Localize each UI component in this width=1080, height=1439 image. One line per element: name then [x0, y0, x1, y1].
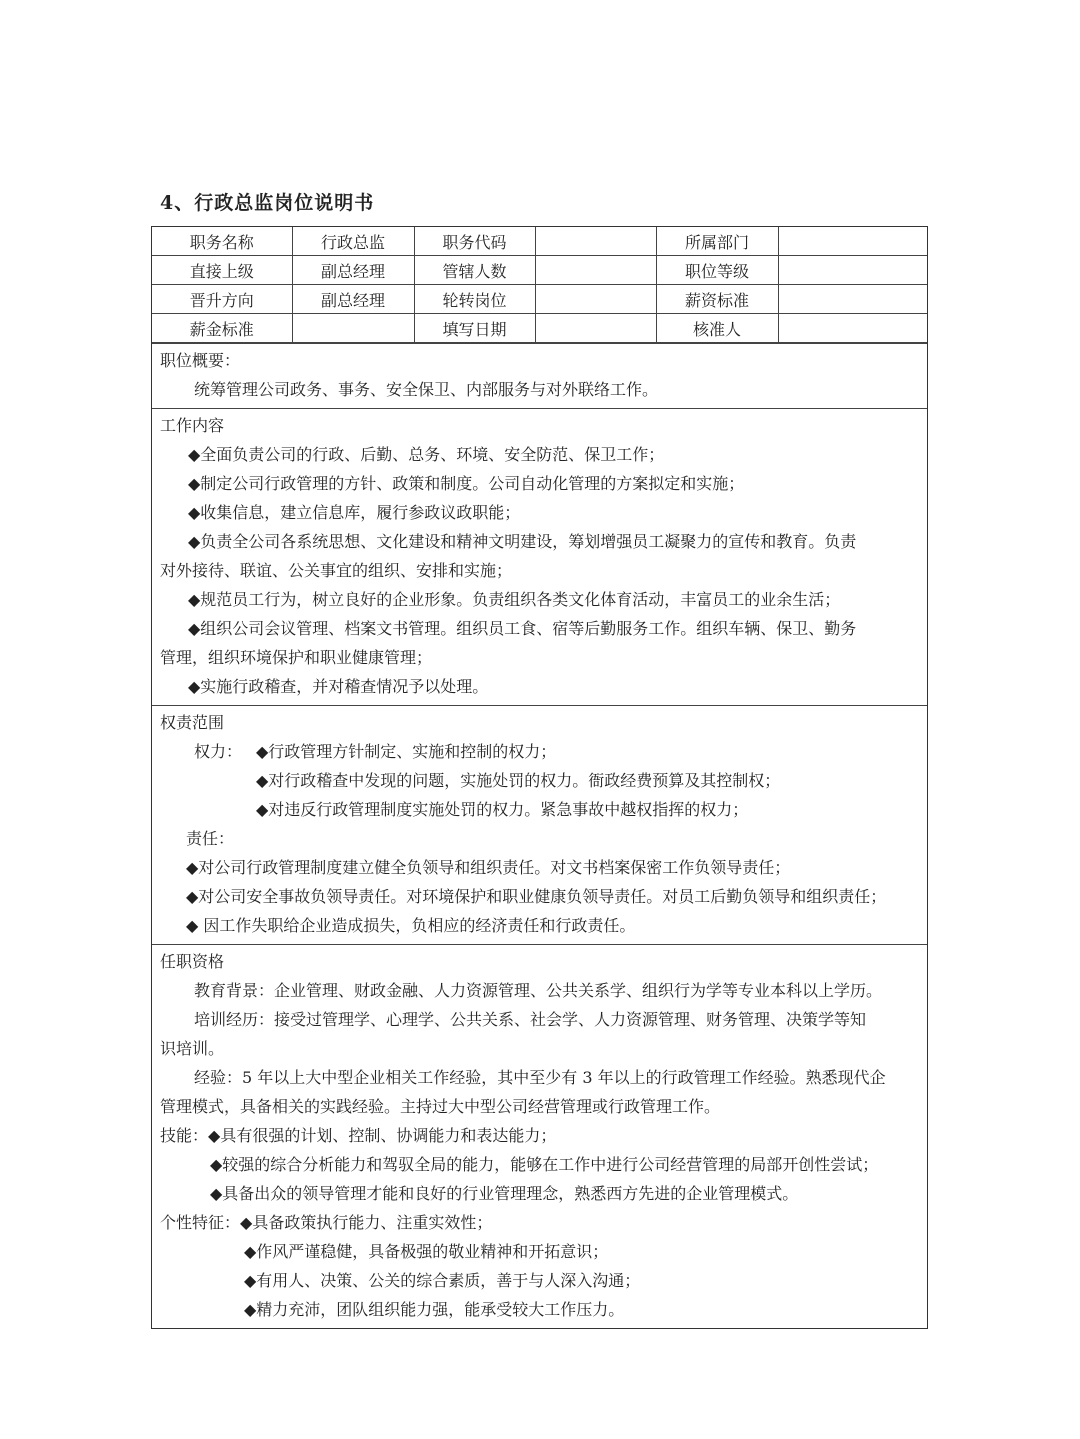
work-item-continued: 管理，组织环境保护和职业健康管理； [160, 648, 433, 667]
trait-item: ◆精力充沛，团队组织能力强，能承受较大工作压力。 [244, 1300, 625, 1319]
info-cell-value [535, 314, 656, 343]
trait-item: ◆有用人、决策、公关的综合素质，善于与人深入沟通； [244, 1271, 641, 1290]
work-item: ◆全面负责公司的行政、后勤、总务、环境、安全防范、保卫工作； [188, 445, 665, 464]
experience-text-continued: 管理模式，具备相关的实践经验。主持过大中型公司经营管理或行政管理工作。 [160, 1097, 721, 1116]
skills-label: 技能： [160, 1126, 209, 1145]
training-text-continued: 识培训。 [160, 1039, 225, 1058]
work-heading: 工作内容 [160, 416, 225, 435]
trait-item: ◆具备政策执行能力、注重实效性； [240, 1213, 493, 1232]
responsibility-item: ◆ 因工作失职给企业造成损失，负相应的经济责任和行政责任。 [186, 916, 636, 935]
info-row [152, 285, 927, 314]
skill-item: ◆具备出众的领导管理才能和良好的行业管理理念，熟悉西方先进的企业管理模式。 [210, 1184, 799, 1203]
info-cell-label: 职务名称 [152, 227, 292, 256]
power-item: ◆对行政稽查中发现的问题，实施处罚的权力。衙政经费预算及其控制权； [256, 771, 781, 790]
work-item: ◆组织公司会议管理、档案文书管理。组织员工食、宿等后勤服务工作。组织车辆、保卫、勤务 [188, 619, 857, 638]
experience-text: 经验：5 年以上大中型企业相关工作经验，其中至少有 3 年以上的行政管理工作经验。熟悉现代企 [194, 1068, 886, 1087]
power-label: 权力： [194, 742, 243, 761]
info-cell-value [535, 256, 656, 285]
info-cell-value [778, 256, 927, 285]
info-cell-label: 薪金标准 [152, 314, 292, 343]
job-info-table [152, 227, 927, 343]
job-description-form [151, 226, 928, 1329]
info-cell-value: 副总经理 [292, 285, 414, 314]
skill-item: ◆具有很强的计划、控制、协调能力和表达能力； [208, 1126, 557, 1145]
info-cell-value [778, 314, 927, 343]
work-item: ◆规范员工行为，树立良好的企业形象。负责组织各类文化体育活动，丰富员工的业余生活； [188, 590, 841, 609]
info-cell-value [778, 227, 927, 256]
info-row [152, 314, 927, 343]
info-cell-value: 行政总监 [292, 227, 414, 256]
training-text: 培训经历：接受过管理学、心理学、公共关系、社会学、人力资源管理、财务管理、决策学等知 [194, 1010, 867, 1029]
info-cell-label: 职位等级 [656, 256, 778, 285]
info-cell-value [292, 314, 414, 343]
work-item: ◆负责全公司各系统思想、文化建设和精神文明建设，筹划增强员工凝聚力的宣传和教育。负责 [188, 532, 857, 551]
skill-item: ◆较强的综合分析能力和驾驭全局的能力，能够在工作中进行公司经营管理的局部开创性尝试； [210, 1155, 879, 1174]
info-cell-label: 管辖人数 [414, 256, 535, 285]
power-item: ◆行政管理方针制定、实施和控制的权力； [256, 742, 557, 761]
info-cell-label: 直接上级 [152, 256, 292, 285]
position-overview-section [152, 343, 927, 408]
info-cell-label: 薪资标准 [656, 285, 778, 314]
responsibility-item: ◆对公司行政管理制度建立健全负领导和组织责任。对文书档案保密工作负领导责任； [186, 858, 791, 877]
info-row [152, 256, 927, 285]
info-cell-label: 职务代码 [414, 227, 535, 256]
work-content-section [152, 408, 927, 705]
info-row [152, 227, 927, 256]
document-title: 4、行政总监岗位说明书 [160, 192, 375, 214]
traits-label: 个性特征： [160, 1213, 241, 1232]
info-cell-value: 副总经理 [292, 256, 414, 285]
qualification-section [152, 944, 927, 1328]
info-cell-label: 核准人 [656, 314, 778, 343]
qualification-heading: 任职资格 [160, 952, 225, 971]
info-cell-label: 所属部门 [656, 227, 778, 256]
authority-heading: 权责范围 [160, 713, 225, 732]
work-item: ◆制定公司行政管理的方针、政策和制度。公司自动化管理的方案拟定和实施； [188, 474, 745, 493]
work-item-continued: 对外接待、联谊、公关事宜的组织、安排和实施； [160, 561, 513, 580]
work-item: ◆实施行政稽查，并对稽查情况予以处理。 [188, 677, 489, 696]
overview-text: 统筹管理公司政务、事务、安全保卫、内部服务与对外联络工作。 [194, 380, 659, 399]
info-cell-label: 晋升方向 [152, 285, 292, 314]
info-cell-label: 填写日期 [414, 314, 535, 343]
power-item: ◆对违反行政管理制度实施处罚的权力。紧急事故中越权指挥的权力； [256, 800, 749, 819]
info-cell-value [535, 227, 656, 256]
authority-section [152, 705, 927, 944]
info-cell-label: 轮转岗位 [414, 285, 535, 314]
responsibility-item: ◆对公司安全事故负领导责任。对环境保护和职业健康负领导责任。对员工后勤负领导和组织责任； [186, 887, 887, 906]
trait-item: ◆作风严谨稳健，具备极强的敬业精神和开拓意识； [244, 1242, 609, 1261]
responsibility-label: 责任： [186, 829, 235, 848]
info-cell-value [535, 285, 656, 314]
overview-heading: 职位概要： [160, 351, 241, 370]
work-item: ◆收集信息，建立信息库，履行参政议政职能； [188, 503, 521, 522]
education-text: 教育背景：企业管理、财政金融、人力资源管理、公共关系学、组织行为学等专业本科以上学历。 [194, 981, 883, 1000]
info-cell-value [778, 285, 927, 314]
